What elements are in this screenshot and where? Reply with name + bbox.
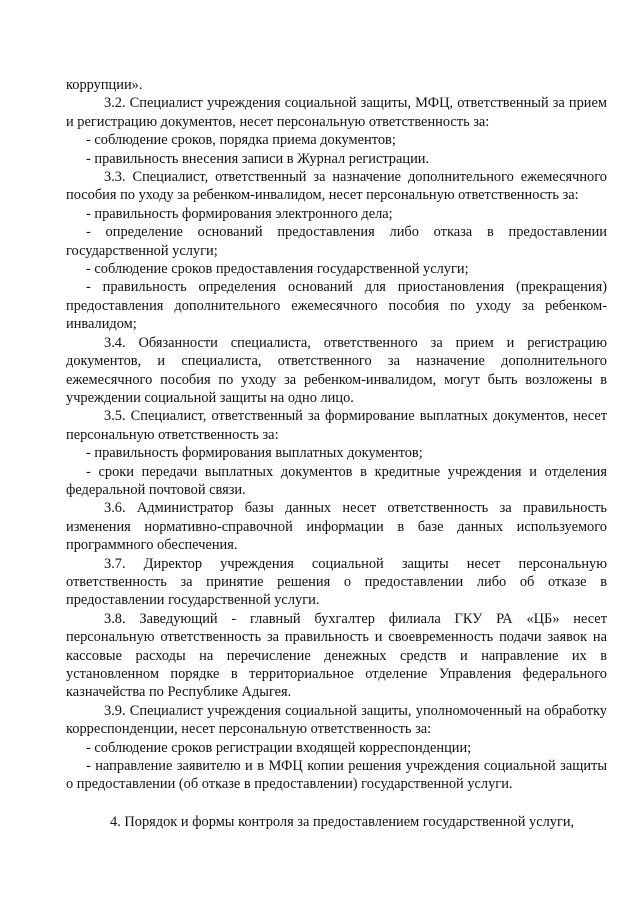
list-item: - сроки передачи выплатных документов в кредитные учреждения и отделения федеральной почтовой связи. xyxy=(66,463,607,498)
list-item: - правильность внесения записи в Журнал регистрации. xyxy=(86,150,430,167)
list-item: - соблюдение сроков предоставления государственной услуги; xyxy=(86,261,469,278)
section-heading: 4. Порядок и формы контроля за предоставлением государственной услуги, xyxy=(110,814,575,830)
paragraph-3-4: 3.4. Обязанности специалиста, ответственного за прием и регистрацию документов, и специалиста, ответственного за назначение дополнительного ежемесячного пособия по уходу за ребенком-инвалидом, могут быть возложены в учреждении социальной защиты на одно лицо. xyxy=(66,334,607,406)
list-item: - соблюдение сроков, порядка приема документов; xyxy=(86,132,396,149)
paragraph-continuation: коррупции». xyxy=(66,77,143,93)
paragraph-3-3: 3.3. Специалист, ответственный за назначение дополнительного ежемесячного пособия по уходу за ребенком-инвалидом, несет персональную ответственность за: xyxy=(66,169,607,204)
paragraph-3-7: 3.7. Директор учреждения социальной защиты несет персональную ответственность за принятие решения о предоставлении либо об отказе в предоставлении государственной услуги. xyxy=(66,555,607,609)
paragraph-3-8: 3.8. Заведующий - главный бухгалтер филиала ГКУ РА «ЦБ» несет персональную ответственность за правильность и своевременность подачи заявок на кассовые расходы на перечисление денежных средств и направление их в установленном порядке в территориальное отделение Управления федерального казначейства по Республике Адыгея. xyxy=(66,610,607,701)
paragraph-3-5: 3.5. Специалист, ответственный за формирование выплатных документов, несет персональную ответственность за: xyxy=(66,408,607,443)
document-body xyxy=(66,76,607,794)
paragraph-3-9: 3.9. Специалист учреждения социальной защиты, уполномоченный на обработку корреспонденции, несет персональную ответственность за: xyxy=(66,702,607,738)
list-item: - направление заявителю и в МФЦ копии решения учреждения социальной защиты о предоставлении (об отказе в предоставлении) государственной услуги. xyxy=(66,758,607,793)
list-item: - правильность формирования электронного дела; xyxy=(86,205,393,222)
list-item: - определение оснований предоставления либо отказа в предоставлении государственной услуги; xyxy=(66,224,607,259)
paragraph-3-6: 3.6. Администратор базы данных несет ответственность за правильность изменения нормативно-справочной информации в базе данных используемого программного обеспечения. xyxy=(66,500,607,554)
list-item: - правильность формирования выплатных документов; xyxy=(86,445,423,462)
list-item: - правильность определения оснований для приостановления (прекращения) предоставления дополнительного ежемесячного пособия по уходу за ребенком-инвалидом; xyxy=(66,279,607,333)
paragraph-3-2: 3.2. Специалист учреждения социальной защиты, МФЦ, ответственный за прием и регистрацию документов, несет персональную ответственность за: xyxy=(66,95,607,130)
list-item: - соблюдение сроков регистрации входящей корреспонденции; xyxy=(86,739,472,756)
